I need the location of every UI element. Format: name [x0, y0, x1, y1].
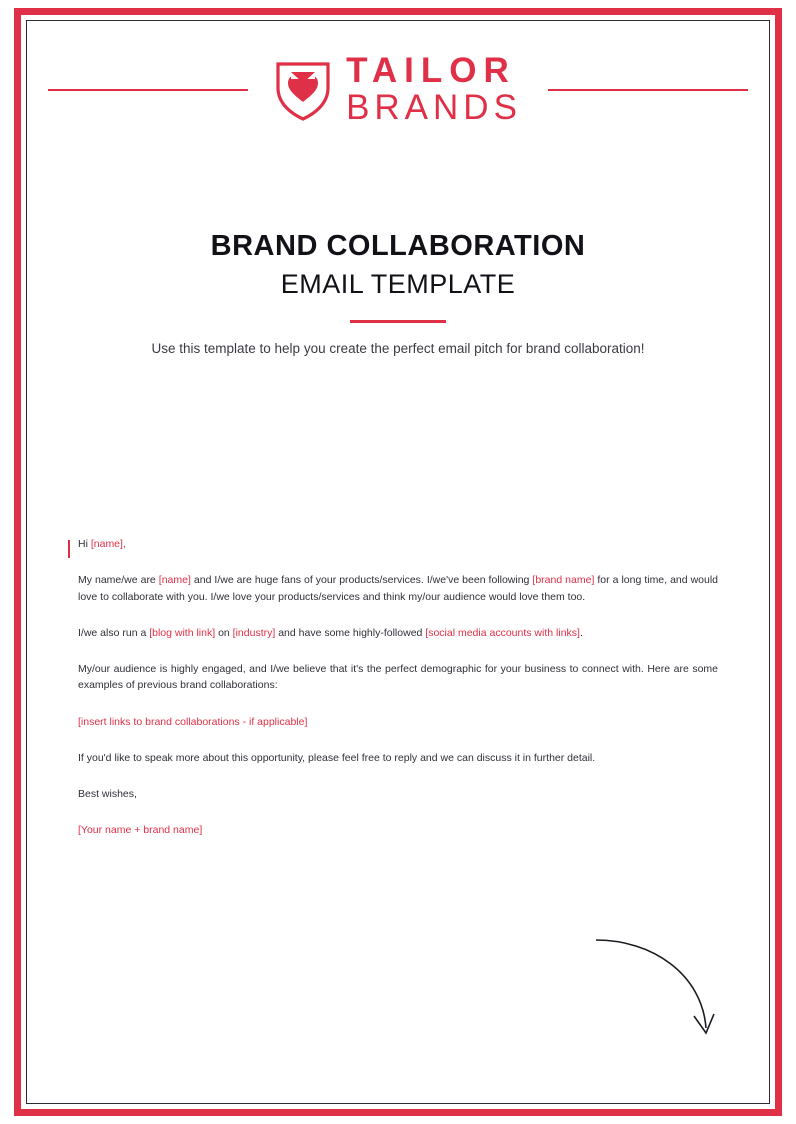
header-rule-right — [548, 89, 748, 91]
p1-text-c: for a long time, and would love to collaborate with you. I/we love your products/services and think my/our audience would love them too. — [78, 574, 719, 603]
curved-arrow-down-icon — [590, 932, 720, 1044]
paragraph-5: If you'd like to speak more about this opportunity, please feel free to reply and we can discuss it in further detail. — [78, 751, 596, 764]
title-divider — [350, 320, 446, 323]
brand-logo-line2: BRANDS — [346, 87, 522, 127]
intro-text: Use this template to help you create the perfect email pitch for brand collaboration! — [151, 341, 645, 356]
p1-placeholder-brand-name: [brand name] — [532, 574, 595, 587]
sign-off: Best wishes, — [78, 788, 137, 801]
brand-logo-text — [346, 50, 522, 127]
body-accent-bar — [68, 540, 70, 558]
paragraph-1 — [78, 572, 718, 605]
p2-placeholder-industry: [industry] — [232, 626, 276, 639]
p2-placeholder-blog-link: [blog with link] — [149, 626, 216, 639]
brand-logo-line1: TAILOR — [346, 50, 516, 90]
header-logo-row — [26, 40, 770, 140]
paragraph-2 — [78, 625, 718, 641]
brand-logo — [274, 50, 522, 127]
p2-text-d: . — [579, 626, 583, 639]
page-subtitle: EMAIL TEMPLATE — [280, 269, 516, 299]
p1-text-a: My name/we are — [78, 574, 159, 587]
p1-text-b: and I/we are huge fans of your products/services. I/we've been following — [190, 574, 533, 587]
p2-text-c: and have some highly-followed — [275, 626, 426, 639]
p2-text-a: I/we also run a — [78, 626, 150, 639]
p2-placeholder-social-accounts: [social media accounts with links] — [425, 626, 580, 639]
page-title: BRAND COLLABORATION — [210, 230, 586, 262]
signature-placeholder: [Your name + brand name] — [78, 824, 203, 837]
greeting-line — [78, 536, 718, 552]
p2-text-b: on — [215, 626, 233, 639]
email-template-body — [78, 536, 718, 839]
paragraph-3: My/our audience is highly engaged, and I/we believe that it's the perfect demographic for your business to connect with. Here are some examples of previous brand collaborations: — [78, 663, 718, 692]
header-rule-left — [48, 89, 248, 91]
shield-heart-logo-icon — [274, 58, 332, 122]
p1-placeholder-name: [name] — [158, 574, 191, 587]
paragraph-4-placeholder: [insert links to brand collaborations - if applicable] — [78, 715, 308, 728]
greeting-prefix: Hi — [78, 538, 91, 550]
title-section — [26, 230, 770, 359]
greeting-placeholder: [name], — [90, 538, 126, 550]
